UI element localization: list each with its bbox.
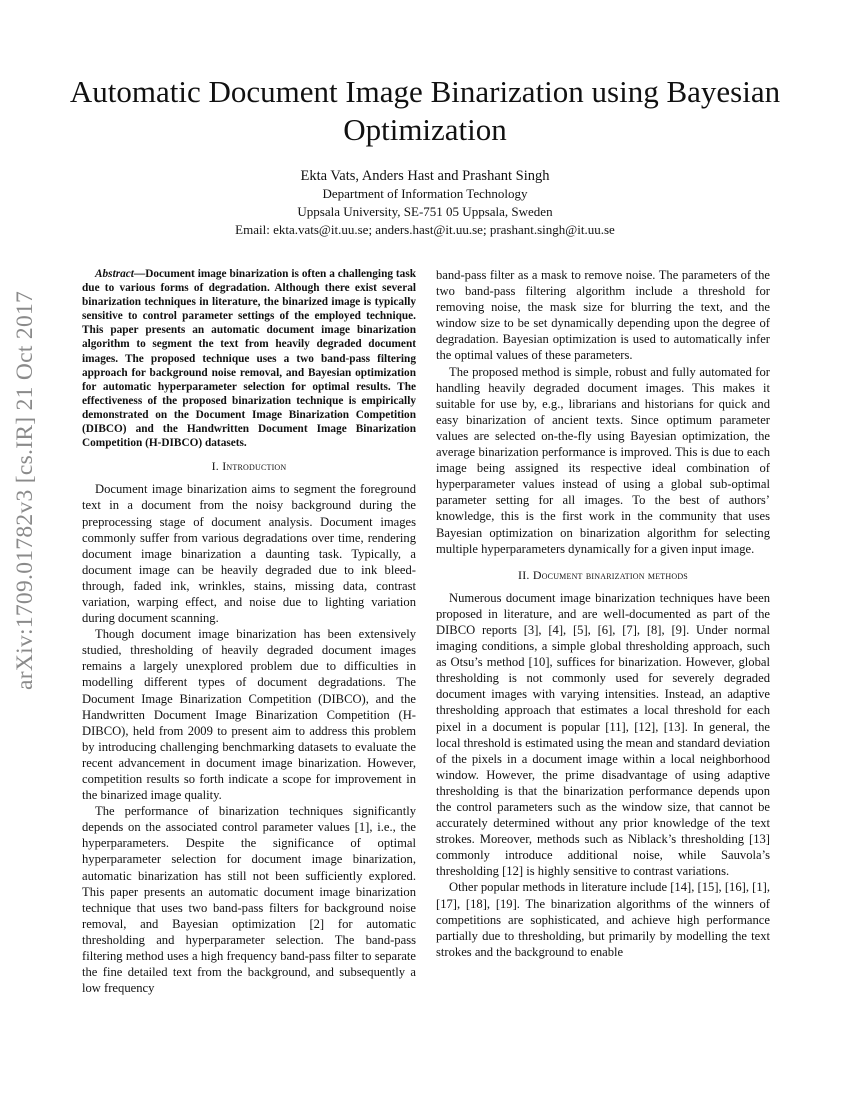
intro-paragraph-3-continued: band-pass filter as a mask to remove noise. The parameters of the two band-pass filtering algorithm include a threshold for removing noise, the mask size for blurring the text, and the window size to be set dynamically depending upon the degree of degradation. Bayesian optimization is used to automatically infer the optimal values of these parameters.	[436, 268, 770, 363]
right-column	[436, 267, 770, 960]
section-title: Document binarization methods	[532, 567, 688, 582]
author-department: Department of Information Technology	[322, 186, 528, 201]
section-number: II.	[518, 567, 533, 582]
intro-paragraph-4: The proposed method is simple, robust and fully automated for handling heavily degraded document images. This makes it suitable for use by, e.g., librarians and historians for quick and easy binarization of ancient texts. Since optimum parameter values are selected on-the-fly using Bayesian optimization, the average binarization performance is improved. This is due to each image being assigned its respective ideal combination of hyperparameter values instead of using a global sub-optimal parameter setting for all images. To the best of authors’ knowledge, this is the first work in the community that uses Bayesian optimization on binarization algorithm for selecting multiple hyperparameters dynamically for a given input image.	[436, 364, 770, 556]
methods-paragraph-2: Other popular methods in literature include [14], [15], [16], [1], [17], [18], [19]. The binarization algorithms of the winners of competitions are sophisticated, and achieve high performance partially due to thresholding, but primarily by modelling the text strokes and the background to enable	[436, 880, 770, 959]
paper-authors: Ekta Vats, Anders Hast and Prashant Singh	[300, 168, 550, 184]
methods-paragraph-1: Numerous document image binarization techniques have been proposed in literature, and are well-documented as part of the DIBCO reports [3], [4], [5], [6], [7], [8], [9]. Under normal imaging conditions, a simple global thresholding approach, such as Otsu’s method [10], suffices for binarization. However, global thresholding is not commonly used for severely degraded document images with varying intensities. Instead, an adaptive thresholding approach that estimates a local threshold for each pixel in a document is popular [11], [12], [13]. In general, the local threshold is estimated using the mean and standard deviation of the pixels in a document image within a local neighborhood window. However, the prime disadvantage of using adaptive thresholding is that the binarization performance depends upon the control parameters such as the window size, that cannot be accurately determined without any prior knowledge of the text strokes. Moreover, methods such as Niblack’s thresholding [13] commonly introduce additional noise, while Sauvola’s thresholding [12] is highly sensitive to contrast variations.	[436, 590, 770, 879]
author-university: Uppsala University, SE-751 05 Uppsala, Sweden	[297, 204, 553, 219]
section-heading-introduction	[82, 458, 416, 474]
section-number: I.	[211, 459, 223, 474]
left-column	[82, 267, 416, 996]
section-heading-methods	[436, 567, 770, 583]
abstract-text: —Document image binarization is often a challenging task due to various forms of degradation. Although there exist several binarization techniques in literature, the binarized image is typically sensitive to control parameter settings of the employed technique. This paper presents an automatic document image binarization algorithm to segment the text from heavily degraded document images. The proposed technique uses a two band-pass filtering approach for background noise removal, and Bayesian optimization for automatic hyperparameter selection for optimal results. The effectiveness of the proposed binarization technique is empirically demonstrated on the Document Image Binarization Competition (DIBCO) and the Handwritten Document Image Binarization Competition (H-DIBCO) datasets.	[82, 268, 416, 450]
paper-title: Automatic Document Image Binarization using Bayesian Optimization	[69, 74, 781, 147]
section-title: Introduction	[222, 459, 287, 474]
intro-paragraph-2: Though document image binarization has been extensively studied, thresholding of heavily degraded document images remains a largely unexplored problem due to difficulties in modelling different types of document degradations. The Document Image Binarization Competition (DIBCO), and the Handwritten Document Image Binarization Competition (H-DIBCO), held from 2009 to present aim to address this problem by introducing challenging benchmarking datasets to evaluate the recent advancement in document image binarization. However, competition results so forth indicate a scope for improvement in the binarized image quality.	[82, 627, 416, 803]
arxiv-identifier: arXiv:1709.01782v3 [cs.IR] 21 Oct 2017	[12, 290, 38, 690]
abstract-label: Abstract	[95, 268, 134, 280]
intro-paragraph-1: Document image binarization aims to segment the foreground text in a document from the noisy background during the preprocessing stage of document analysis. Document images commonly suffer from various degradations over time, rendering document image binarization a daunting task. Typically, a document image can be heavily degraded due to ink bleed-through, faded ink, wrinkles, stains, missing data, contrast variation, warping effect, and noise due to lighting variation during document scanning.	[82, 482, 416, 626]
abstract	[82, 267, 416, 450]
author-email: Email: ekta.vats@it.uu.se; anders.hast@it.uu.se; prashant.singh@it.uu.se	[235, 222, 615, 237]
intro-paragraph-3: The performance of binarization techniques significantly depends on the associated control parameter values [1], i.e., the hyperparameters. Despite the significance of optimal hyperparameter selection for document image binarization, automatic binarization has still not been sufficiently explored. This paper presents an automatic document image binarization technique that uses two band-pass filters for background noise removal, and Bayesian optimization [2] for automatic thresholding and hyperparameter selection. The band-pass filtering method uses a high frequency band-pass filter to separate the fine detailed text from the background, and subsequently a low frequency	[82, 804, 416, 996]
